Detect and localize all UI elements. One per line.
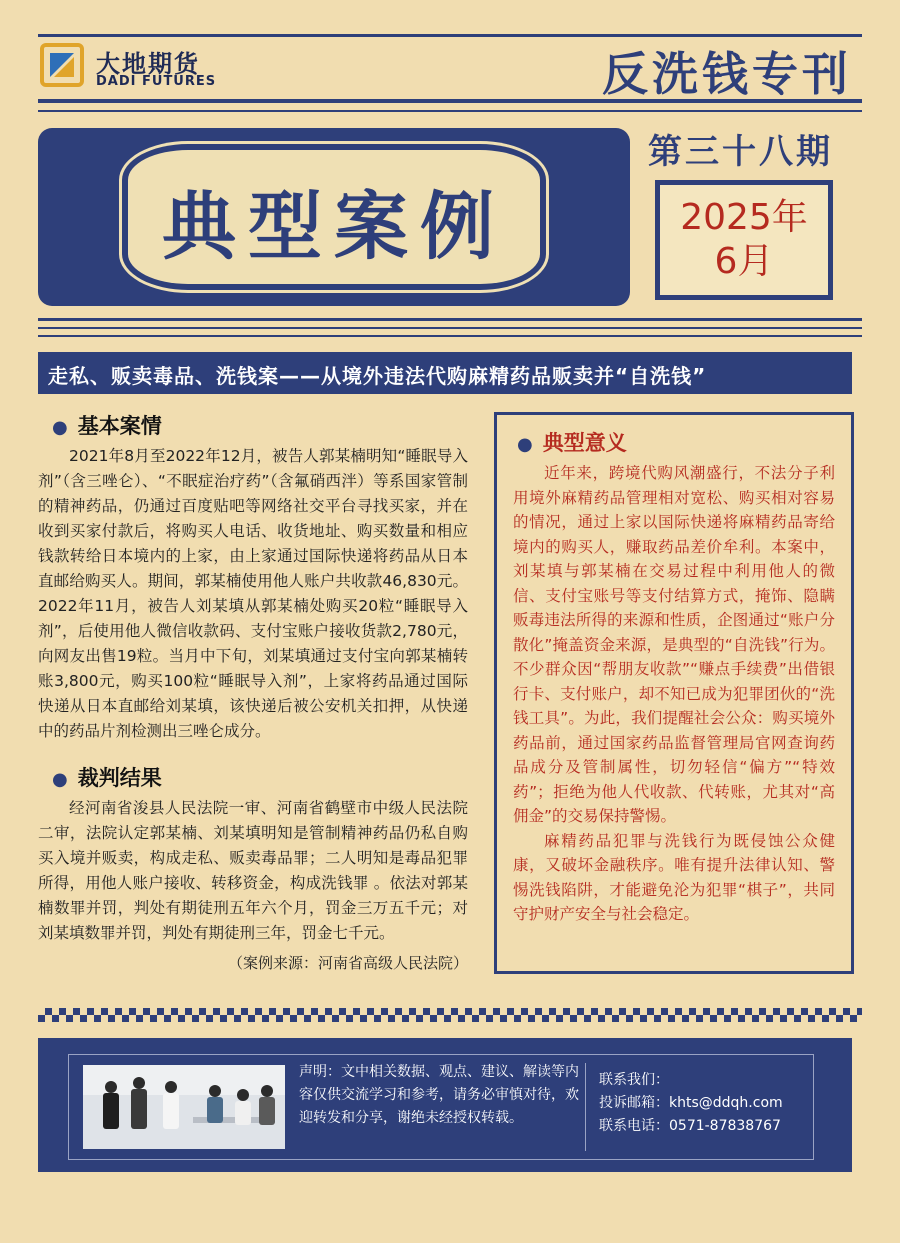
bullet-icon: ● bbox=[517, 434, 533, 455]
significance-box bbox=[494, 412, 854, 974]
banner-rule-3 bbox=[38, 335, 862, 337]
footer bbox=[38, 1038, 852, 1172]
contact-info bbox=[599, 1069, 783, 1138]
significance-text-1: 近年来，跨境代购风潮盛行，不法分子利用境外麻精药品管理相对宽松、购买相对容易的情况，通过上家以国际快递将麻精药品寄给境内的购买人，赚取药品差价牟利。本案中，刘某填与郭某楠在交易过程中利用他人的微信、支付宝账号等支付结算方式，掩饰、隐瞒贩毒违法所得的来源和性质，企图通过“账户分散化”掩盖资金来源，是典型的“自洗钱”行为。不少群众因“帮朋友收款”“赚点手续费”出借银行卡、支付账户，却不知已成为犯罪团伙的“洗钱工具”。为此，我们提醒社会公众：购买境外药品前，通过国家药品监督管理局官网查询药品成分及管制属性，切勿轻信“偏方”“特效药”；拒绝为他人代收款、代转账，尤其对“高佣金”的交易保持警惕。 bbox=[513, 464, 835, 825]
basic-facts-heading: ● 基本案情 bbox=[52, 414, 162, 438]
verdict-heading: ● 裁判结果 bbox=[52, 766, 162, 790]
team-photo bbox=[83, 1065, 285, 1149]
disclaimer-text: 声明：文中相关数据、观点、建议、解读等内容仅供交流学习和参考，请务必审慎对待，欢迎转发和分享，谢绝未经授权转载。 bbox=[299, 1064, 579, 1126]
issue-number: 第三十八期 bbox=[648, 132, 833, 172]
special-issue-title: 反洗钱专刊 bbox=[602, 47, 852, 101]
verdict-text: 经河南省浚县人民法院一审、河南省鹤壁市中级人民法院二审，法院认定郭某楠、刘某填明知是管制精神药品仍私自购买入境并贩卖，构成走私、贩卖毒品罪；二人明知是毒品犯罪所得，用他人账户接收、转移资金，构成洗钱罪 。依法对郭某楠数罪并罚，判处有期徒刑五年六个月，罚金三万五千元；对刘某填数罪并罚，判处有期徒刑三年，罚金七千元。 bbox=[38, 799, 468, 942]
dadi-logo-icon bbox=[40, 43, 84, 87]
verdict-section bbox=[38, 762, 468, 973]
header-rule-thin bbox=[38, 110, 862, 112]
footer-divider bbox=[585, 1063, 586, 1151]
contact-email[interactable]: 投诉邮箱：khts@ddqh.com bbox=[599, 1095, 783, 1111]
title-plaque bbox=[128, 150, 540, 284]
case-source: （案例来源：河南省高级人民法院） bbox=[227, 954, 468, 972]
top-rule bbox=[38, 34, 862, 37]
brand-name-en: DADI FUTURES bbox=[96, 74, 217, 89]
bullet-icon: ● bbox=[52, 769, 68, 790]
footer-frame bbox=[68, 1054, 814, 1160]
brand-name-cn: 大地期货 bbox=[96, 50, 200, 78]
page-title: 典型案例 bbox=[162, 184, 506, 270]
contact-label: 联系我们： bbox=[599, 1072, 669, 1088]
banner-rule-2 bbox=[38, 327, 862, 329]
banner-rule-1 bbox=[38, 318, 862, 321]
date-box bbox=[655, 180, 833, 300]
bullet-icon: ● bbox=[52, 417, 68, 438]
case-title: 走私、贩卖毒品、洗钱案——从境外违法代购麻精药品贩卖并“自洗钱” bbox=[48, 364, 707, 388]
date-year: 2025年 bbox=[680, 197, 808, 238]
contact-phone[interactable]: 联系电话：0571-87838767 bbox=[599, 1118, 781, 1134]
significance-text-2: 麻精药品犯罪与洗钱行为既侵蚀公众健康，又破坏金融秩序。唯有提升法律认知、警惕洗钱陷阱，才能避免沦为犯罪“棋子”，共同守护财产安全与社会稳定。 bbox=[513, 831, 835, 923]
basic-facts-section bbox=[38, 410, 468, 744]
checker-divider bbox=[38, 1008, 862, 1022]
case-title-bar bbox=[38, 352, 852, 394]
basic-facts-text: 2021年8月至2022年12月，被告人郭某楠明知“睡眠导入剂”（含三唑仑）、“不眠症治疗药”（含氟硝西泮）等系国家管制的精神药品，仍通过百度贴吧等网络社交平台寻找买家，并在收到买家付款后，将购买人电话、收货地址、购买数量和相应钱款转给日本境内的上家，由上家通过国际快递将药品从日本直邮给购买人。期间，郭某楠使用他人账户共收款46,830元。2022年11月，被告人刘某填从郭某楠处购买20粒“睡眠导入剂”，后使用他人微信收款码、支付宝账户接收货款2,780元，向网友出售19粒。当月中下旬，刘某填通过支付宝向郭某楠转账3,800元，购买100粒“睡眠导入剂”，上家将药品通过国际快递从日本直邮给刘某填，该快递后被公安机关扣押，从快递中的药品片剂检测出三唑仑成分。 bbox=[38, 447, 468, 740]
significance-heading: ● 典型意义 bbox=[517, 431, 627, 455]
date-month: 6月 bbox=[714, 241, 774, 282]
title-banner bbox=[38, 128, 630, 306]
